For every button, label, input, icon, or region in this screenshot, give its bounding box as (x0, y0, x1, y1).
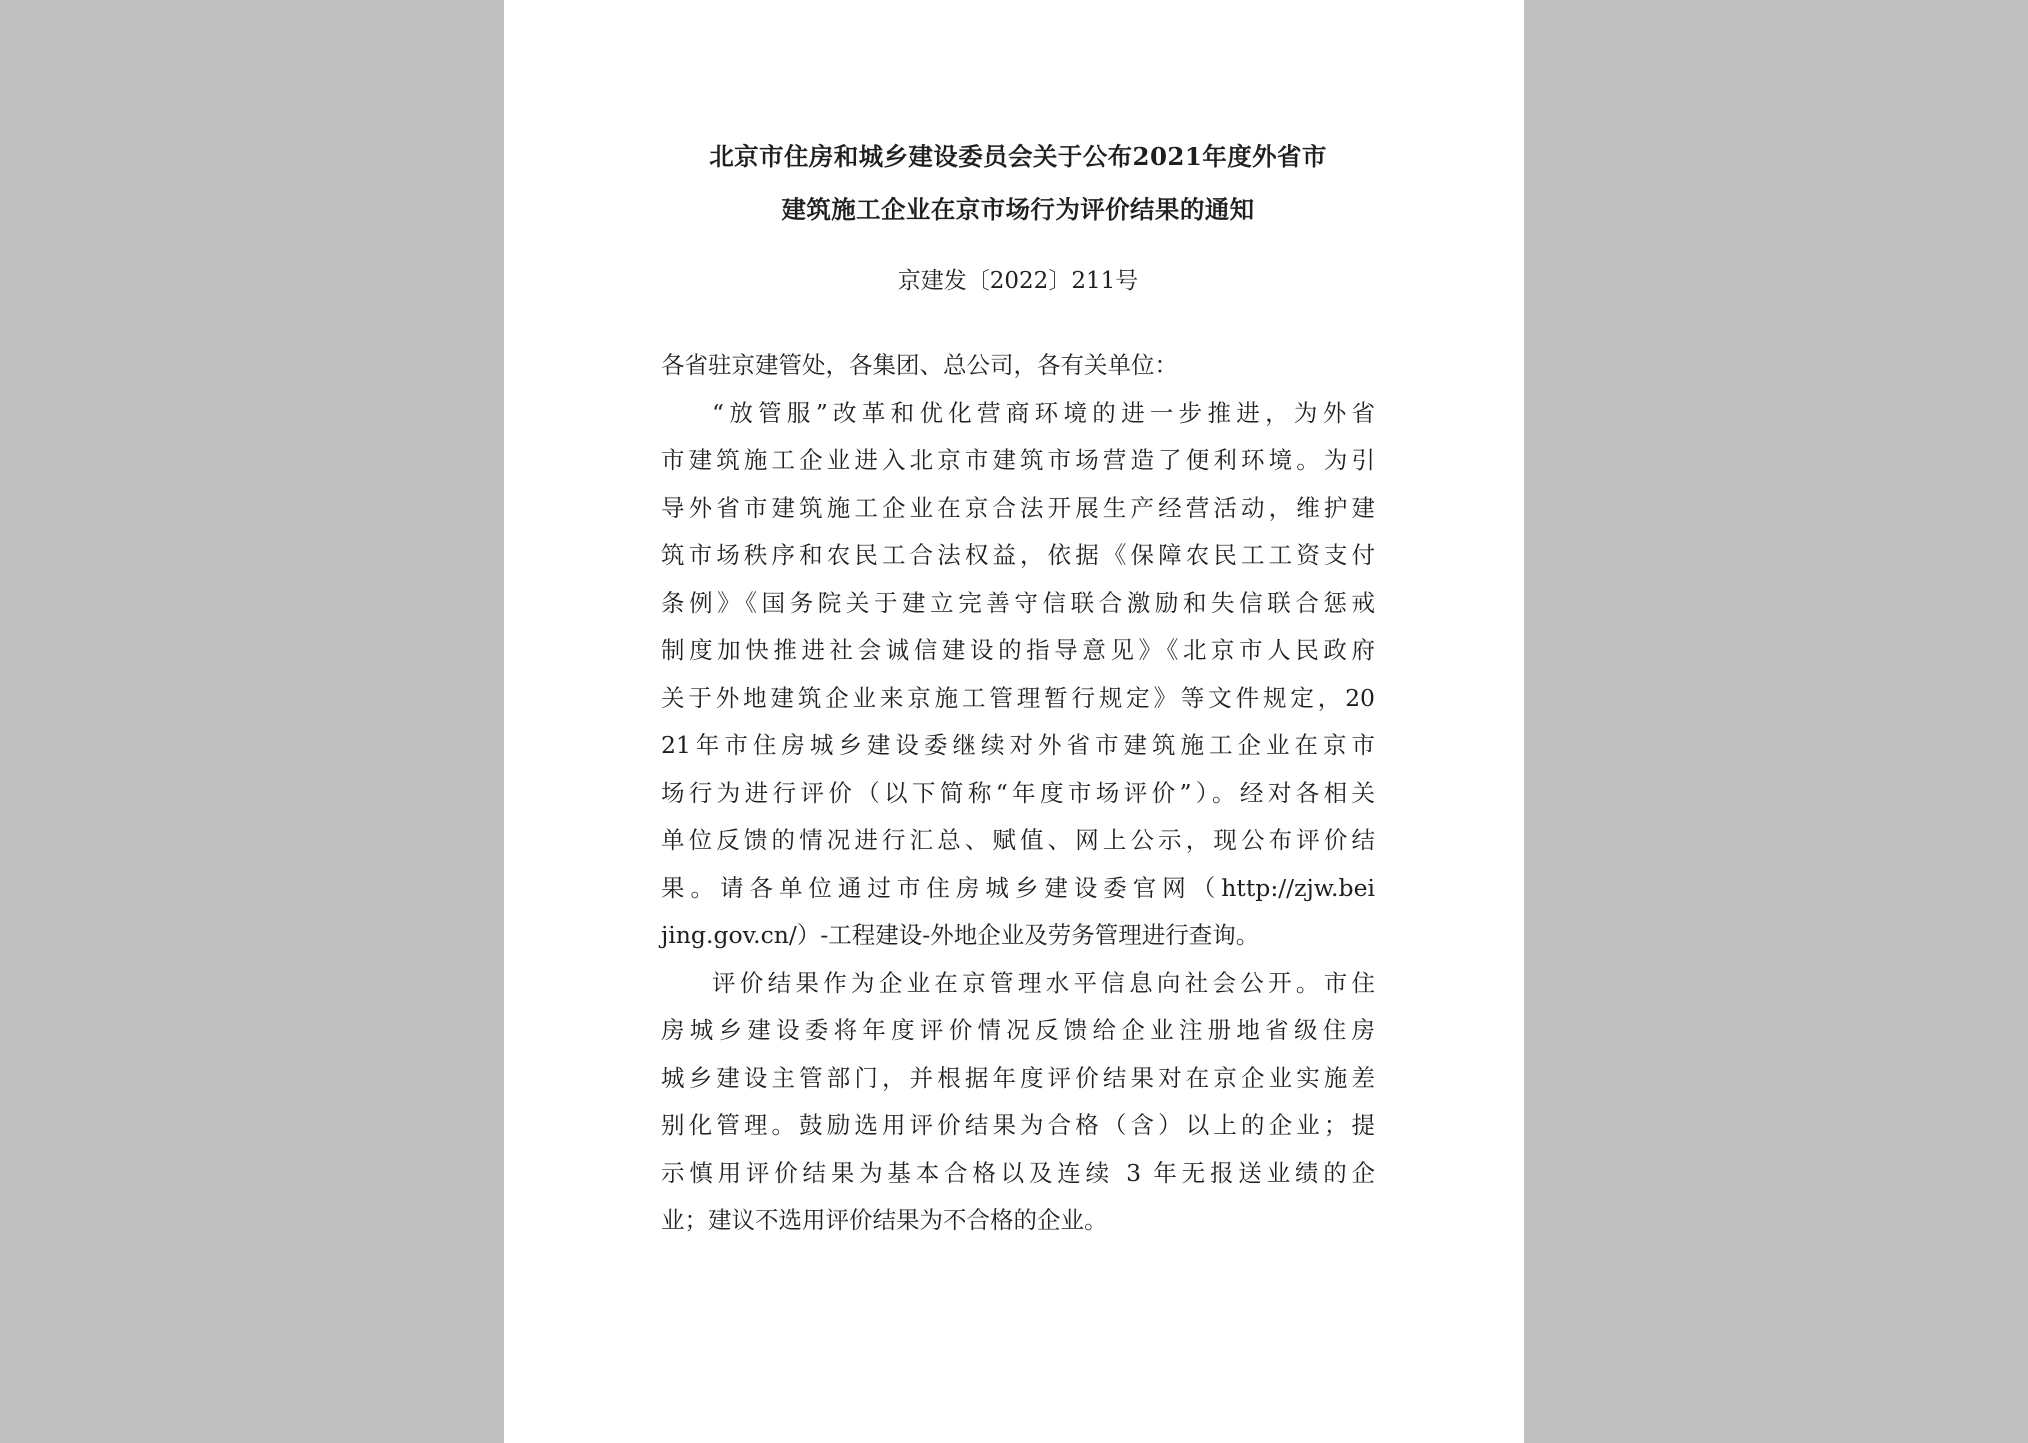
text-line: 关于外地建筑企业来京施工管理暂行规定》等文件规定，20 (661, 683, 1375, 712)
title-line-1: 北京市住房和城乡建设委员会关于公布2021年度外省市 (709, 142, 1327, 171)
page-content (661, 130, 1375, 1245)
document-title (661, 130, 1375, 236)
paragraph-2 (661, 960, 1375, 1245)
text-line: 场行为进行评价（以下简称“年度市场评价”）。经对各相关 (661, 778, 1375, 807)
text-line: 评价结果作为企业在京管理水平信息向社会公开。市住 (712, 968, 1375, 997)
text-line: 业；建议不选用评价结果为不合格的企业。 (661, 1206, 1108, 1234)
paragraph-1 (661, 390, 1375, 960)
text-line: “放管服”改革和优化营商环境的进一步推进，为外省 (712, 398, 1375, 427)
text-line: 条例》《国务院关于建立完善守信联合激励和失信联合惩戒 (661, 588, 1375, 617)
text-line: 筑市场秩序和农民工合法权益，依据《保障农民工工资支付 (661, 541, 1375, 569)
document-number: 京建发〔2022〕211号 (897, 268, 1139, 294)
text-line: 示慎用评价结果为基本合格以及连续 3 年无报送业绩的企 (661, 1158, 1375, 1187)
text-line: 城乡建设主管部门，并根据年度评价结果对在京企业实施差 (661, 1063, 1375, 1092)
title-line-2: 建筑施工企业在京市场行为评价结果的通知 (781, 195, 1255, 224)
text-line: 制度加快推进社会诚信建设的指导意见》《北京市人民政府 (661, 636, 1375, 664)
document-body (661, 342, 1375, 1245)
text-line: 房城乡建设委将年度评价情况反馈给企业注册地省级住房 (661, 1016, 1375, 1044)
text-line: 导外省市建筑施工企业在京合法开展生产经营活动，维护建 (661, 493, 1375, 522)
salutation: 各省驻京建管处，各集团、总公司，各有关单位： (661, 351, 1178, 379)
text-line: 单位反馈的情况进行汇总、赋值、网上公示，现公布评价结 (661, 826, 1375, 854)
text-line: 市建筑施工企业进入北京市建筑市场营造了便利环境。为引 (661, 446, 1375, 474)
text-line: 21年市住房城乡建设委继续对外省市建筑施工企业在京市 (661, 731, 1375, 759)
text-line: 别化管理。鼓励选用评价结果为合格（含）以上的企业；提 (661, 1111, 1375, 1139)
text-line: 果。请各单位通过市住房城乡建设委官网（http://zjw.bei (661, 873, 1375, 902)
text-line: jing.gov.cn/）-工程建设-外地企业及劳务管理进行查询。 (661, 921, 1260, 949)
document-page (504, 0, 1524, 1443)
